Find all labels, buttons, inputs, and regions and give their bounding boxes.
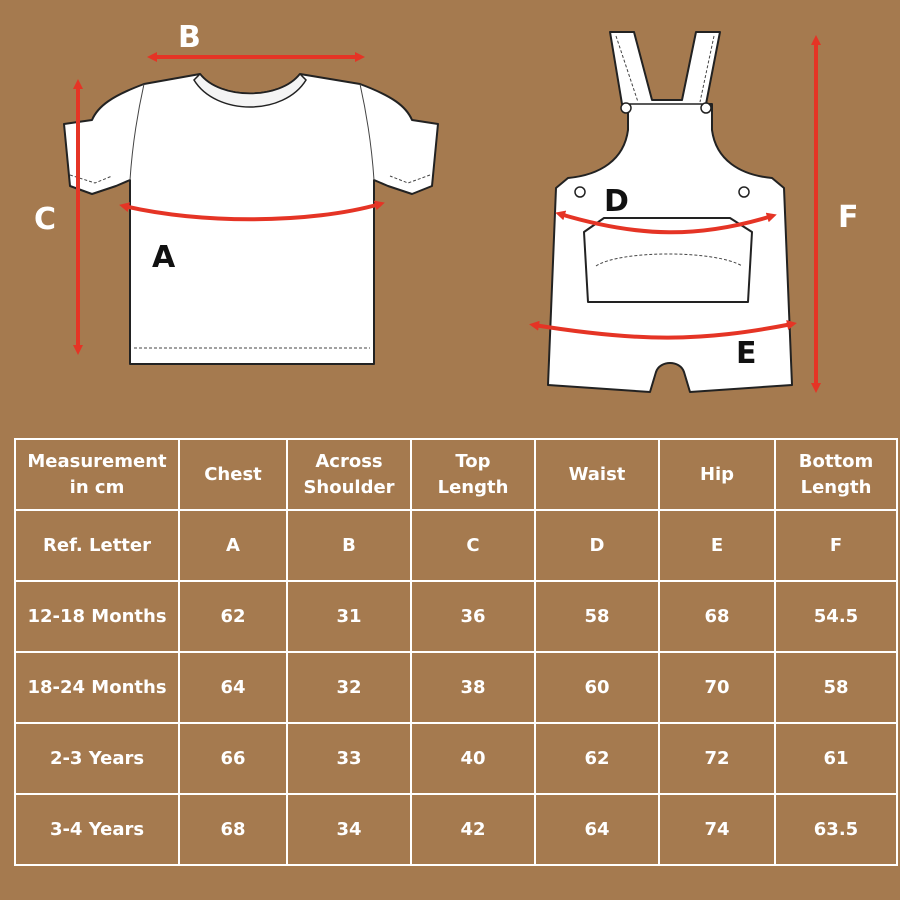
- table-cell: C: [411, 510, 535, 581]
- table-cell: F: [775, 510, 897, 581]
- label-f: F: [838, 200, 859, 235]
- table-cell: 63.5: [775, 794, 897, 865]
- table-cell: D: [535, 510, 659, 581]
- table-cell: 62: [535, 723, 659, 794]
- table-cell: 68: [179, 794, 287, 865]
- table-cell: A: [179, 510, 287, 581]
- header-chest: Chest: [179, 439, 287, 510]
- size-chart-table: [14, 438, 898, 866]
- row-label: 2-3 Years: [15, 723, 179, 794]
- label-c: C: [34, 202, 57, 237]
- label-b: B: [178, 20, 201, 55]
- table-row: [15, 581, 897, 652]
- garment-illustration: [0, 0, 900, 420]
- table-row: [15, 794, 897, 865]
- table-cell: 34: [287, 794, 411, 865]
- table-cell: 66: [179, 723, 287, 794]
- table-cell: 74: [659, 794, 775, 865]
- table-cell: 64: [179, 652, 287, 723]
- table-cell: 62: [179, 581, 287, 652]
- table-cell: 68: [659, 581, 775, 652]
- table-cell: 54.5: [775, 581, 897, 652]
- label-a: A: [152, 240, 176, 275]
- header-label-cell: Measurement in cm: [15, 439, 179, 510]
- table-cell: 60: [535, 652, 659, 723]
- table-cell: 32: [287, 652, 411, 723]
- table-cell: 33: [287, 723, 411, 794]
- row-label: 12-18 Months: [15, 581, 179, 652]
- table-cell: 36: [411, 581, 535, 652]
- label-e: E: [736, 336, 757, 371]
- table-cell: 70: [659, 652, 775, 723]
- garment-diagrams: [0, 0, 900, 420]
- table-cell: B: [287, 510, 411, 581]
- table-cell: 61: [775, 723, 897, 794]
- table-cell: 72: [659, 723, 775, 794]
- table-cell: 31: [287, 581, 411, 652]
- header-hip: Hip: [659, 439, 775, 510]
- table-cell: 58: [535, 581, 659, 652]
- header-top-length: Top Length: [411, 439, 535, 510]
- label-d: D: [604, 184, 629, 219]
- table-cell: 38: [411, 652, 535, 723]
- header-waist: Waist: [535, 439, 659, 510]
- table-row: [15, 652, 897, 723]
- row-label: Ref. Letter: [15, 510, 179, 581]
- row-label: 18-24 Months: [15, 652, 179, 723]
- table-cell: 42: [411, 794, 535, 865]
- table-cell: 64: [535, 794, 659, 865]
- table-cell: 58: [775, 652, 897, 723]
- header-across-shoulder: Across Shoulder: [287, 439, 411, 510]
- table-cell: 40: [411, 723, 535, 794]
- table-row: [15, 723, 897, 794]
- table-cell: E: [659, 510, 775, 581]
- table-row: [15, 510, 897, 581]
- table-header-row: [15, 439, 897, 510]
- header-bottom-length: Bottom Length: [775, 439, 897, 510]
- row-label: 3-4 Years: [15, 794, 179, 865]
